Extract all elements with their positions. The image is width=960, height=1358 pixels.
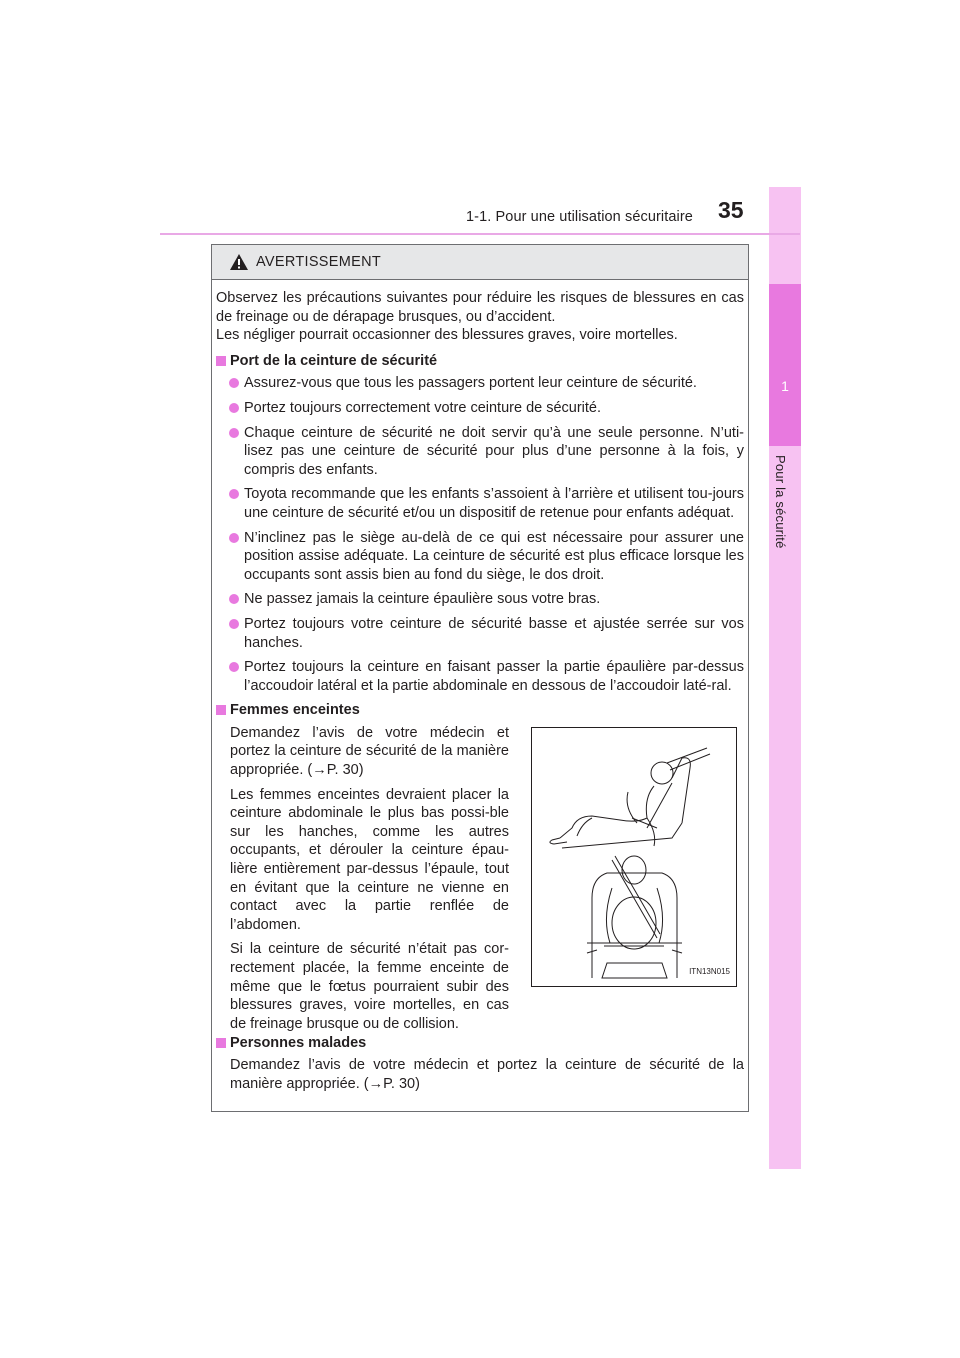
side-chapter-number: 1 [781, 378, 789, 394]
seatbelt-bullets [216, 374, 744, 695]
warning-box [211, 244, 749, 1112]
paragraph: Si la ceinture de sécurité n’était pas cor-rectement placée, la femme enceinte de même que le fœtus pourraient subir des blessures graves, voire mortelles, en cas de freinage brusque ou de collision. [230, 941, 509, 1032]
square-bullet-icon [216, 1038, 226, 1048]
square-bullet-icon [216, 705, 226, 715]
section-heading-label: Port de la ceinture de sécurité [230, 352, 438, 369]
list-item [216, 529, 744, 585]
pregnant-seatbelt-illustration [531, 727, 737, 987]
list-item [216, 399, 744, 418]
circle-bullet-icon [229, 619, 239, 629]
list-item [216, 374, 744, 393]
circle-bullet-icon [229, 378, 239, 388]
list-item [216, 658, 744, 695]
warning-content [216, 289, 744, 1094]
list-item [216, 590, 744, 609]
circle-bullet-icon [229, 533, 239, 543]
side-tab-active [769, 284, 801, 446]
list-item-text: Ne passez jamais la ceinture épaulière sous votre bras. [244, 591, 601, 608]
figure-code: ITN13N015 [689, 967, 730, 977]
circle-bullet-icon [229, 594, 239, 604]
list-item-text: Portez toujours votre ceinture de sécurité basse et ajustée serrée sur vos hanches. [244, 615, 744, 651]
page-number: 35 [718, 197, 744, 223]
side-chapter-title: Pour la sécurité [773, 455, 788, 549]
list-item [216, 615, 744, 652]
list-item-text: Portez toujours correctement votre ceinture de sécurité. [244, 399, 602, 416]
circle-bullet-icon [229, 428, 239, 438]
pregnant-text [230, 724, 509, 1040]
list-item-text: N’inclinez pas le siège au-delà de ce qui est nécessaire pour assurer une position assise adéquate. La ceinture de sécurité est plus efficace lorsque les occupants sont assis bien au fond du siège, le dos droit. [244, 529, 744, 583]
list-item-text: Portez toujours la ceinture en faisant passer la partie épaulière par-dessus l’accoudoir latéral et la partie abdominale en dessous de l’accoudoir laté-ral. [244, 659, 744, 694]
list-item-text: Assurez-vous que tous les passagers portent leur ceinture de sécurité. [244, 375, 697, 392]
list-item-text: Chaque ceinture de sécurité ne doit servir qu’à une seule personne. N’uti-lisez pas une ceinture de sécurité pour plus d’une personne à la fois, y compris des enfants. [244, 424, 744, 478]
circle-bullet-icon [229, 489, 239, 499]
header-rule [160, 233, 800, 235]
section-heading-label: Femmes enceintes [230, 702, 360, 719]
circle-bullet-icon [229, 662, 239, 672]
section-heading-pregnant [216, 701, 744, 720]
warning-triangle-icon [229, 253, 249, 271]
sick-paragraph: Demandez l’avis de votre médecin et portez la ceinture de sécurité de la manière appropriée. (→P. 30) [230, 1057, 744, 1093]
square-bullet-icon [216, 356, 226, 366]
warning-header [212, 245, 748, 280]
list-item-text: Toyota recommande que les enfants s’assoient à l’arrière et utilisent tou-jours une ceinture de sécurité et/ou un dispositif de retenue pour enfants adéquat. [244, 486, 744, 521]
section-heading-sick [216, 1034, 744, 1053]
pregnant-section [216, 724, 744, 1034]
warning-intro: Observez les précautions suivantes pour réduire les risques de blessures en cas de freinage ou de dérapage brusques, ou d’accident. [216, 290, 744, 325]
paragraph: Les femmes enceintes devraient placer la ceinture abdominale le plus bas possi-ble sur les hanches, comme les autres occupants, et dérouler la ceinture épau-lière entièrement par-dessus l’épaule, tout en évitant que la ceinture ne vienne en contact avec la partie renflée de l’abdomen. [230, 786, 509, 933]
circle-bullet-icon [229, 403, 239, 413]
chapter-title: 1-1. Pour une utilisation sécuritaire [466, 209, 693, 225]
illustration-drawing [532, 728, 736, 986]
paragraph: Demandez l’avis de votre médecin et portez la ceinture de sécurité de la manière appropriée. (→P. 30) [230, 724, 509, 779]
list-item [216, 485, 744, 522]
list-item [216, 424, 744, 480]
warning-title: AVERTISSEMENT [256, 254, 382, 270]
warning-intro-2: Les négliger pourrait occasionner des blessures graves, voire mortelles. [216, 327, 678, 344]
section-heading-seatbelt [216, 352, 744, 371]
section-heading-label: Personnes malades [230, 1034, 367, 1051]
